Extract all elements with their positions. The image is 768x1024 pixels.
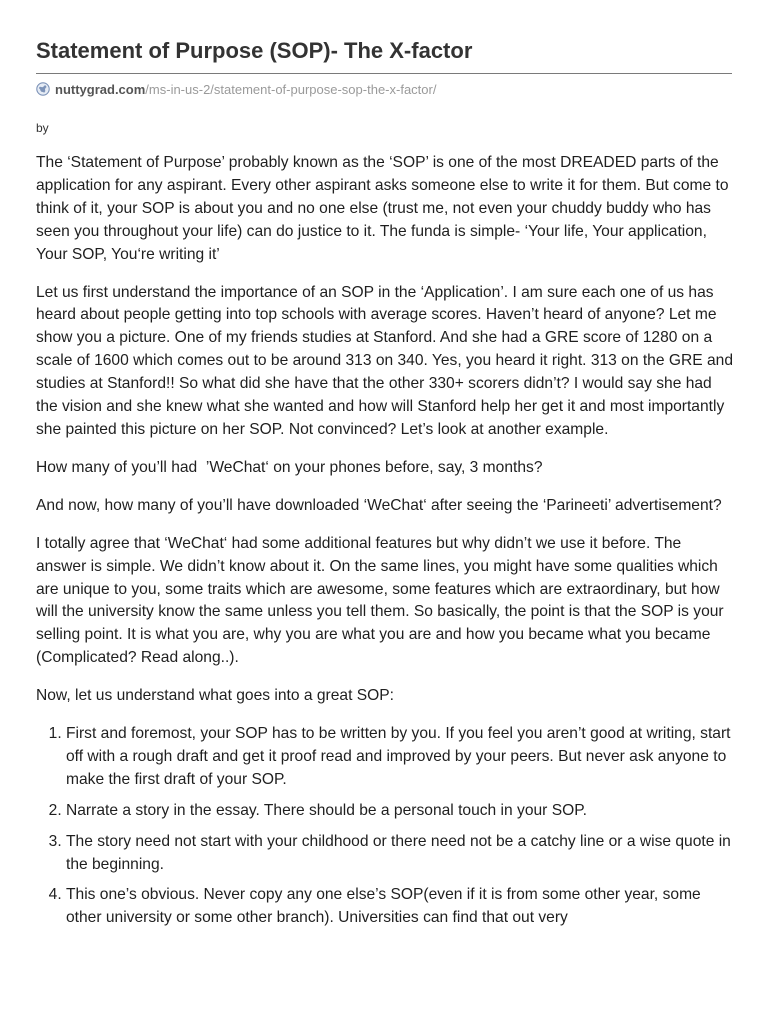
paragraph: Now, let us understand what goes into a great SOP: <box>36 687 395 705</box>
globe-icon <box>36 82 50 96</box>
paragraph: The ‘Statement of Purpose’ probably known as the ‘SOP’ is one of the most DREADED parts of the application for any aspirant. Every other aspirant asks someone else to write it for them. But come to think of it, your SOP is about you and no one else (trust me, not even your chuddy buddy who has seen you throughout your life) can do justice to it. The funda is simple- ‘Your life, Your application, Your SOP, You‘re writing it’ <box>36 154 729 263</box>
paragraph: I totally agree that ‘WeChat‘ had some additional features but why didn’t we use it before. The answer is simple. We didn’t know about it. On the same lines, you might have some qualities which are unique to you, some traits which are awesome, some features which are extraordinary, but how will the university know the same unless you tell them. So basically, the point is that the SOP is your selling point. It is what you are, why you are what you are and how you became what you became (Complicated? Read along..). <box>36 534 724 667</box>
sop-tips-list <box>36 723 734 930</box>
source-domain[interactable]: nuttygrad.com <box>55 81 146 97</box>
list-item: 1. First and foremost, your SOP has to be written by you. If you feel you aren’t good at writing, start off with a rough draft and get it proof read and improved by your peers. But never ask anyone to make the first draft of your SOP. <box>66 723 734 792</box>
list-item: 3. The story need not start with your childhood or there need not be a catchy line or a wise quote in the beginning. <box>66 831 734 877</box>
list-item: 4. This one’s obvious. Never copy any one else’s SOP(even if it is from some other year, some other university or some other branch). Universities can find that out very <box>66 884 734 930</box>
source-link[interactable] <box>36 80 436 98</box>
paragraph: Let us first understand the importance of an SOP in the ‘Application’. I am sure each one of us has heard about people getting into top schools with average scores. Haven’t heard of anyone? Let me show you a picture. One of my friends studies at Stanford. And she had a GRE score of 1280 on a scale of 1600 which comes out to be around 313 on 340. Yes, you heard it right. 313 on the GRE and studies at Stanford!! So what did she have that the other 330+ scorers didn’t? I would say she had the vision and she knew what she wanted and how will Stanford help her get it and most importantly she painted this picture on her SOP. Not convinced? Let’s look at another example. <box>36 283 733 438</box>
paragraph: And now, how many of you’ll have downloaded ‘WeChat‘ after seeing the ‘Parineeti’ advertisement? <box>36 496 722 514</box>
article-body <box>36 152 734 938</box>
byline: by <box>36 121 49 135</box>
paragraph: How many of you’ll had ’WeChat‘ on your phones before, say, 3 months? <box>36 458 543 476</box>
page-title: Statement of Purpose (SOP)- The X-factor <box>36 38 473 63</box>
title-divider <box>36 73 732 74</box>
source-path[interactable]: /ms-in-us-2/statement-of-purpose-sop-the-x-factor/ <box>145 81 437 97</box>
list-item: 2. Narrate a story in the essay. There should be a personal touch in your SOP. <box>66 800 734 823</box>
